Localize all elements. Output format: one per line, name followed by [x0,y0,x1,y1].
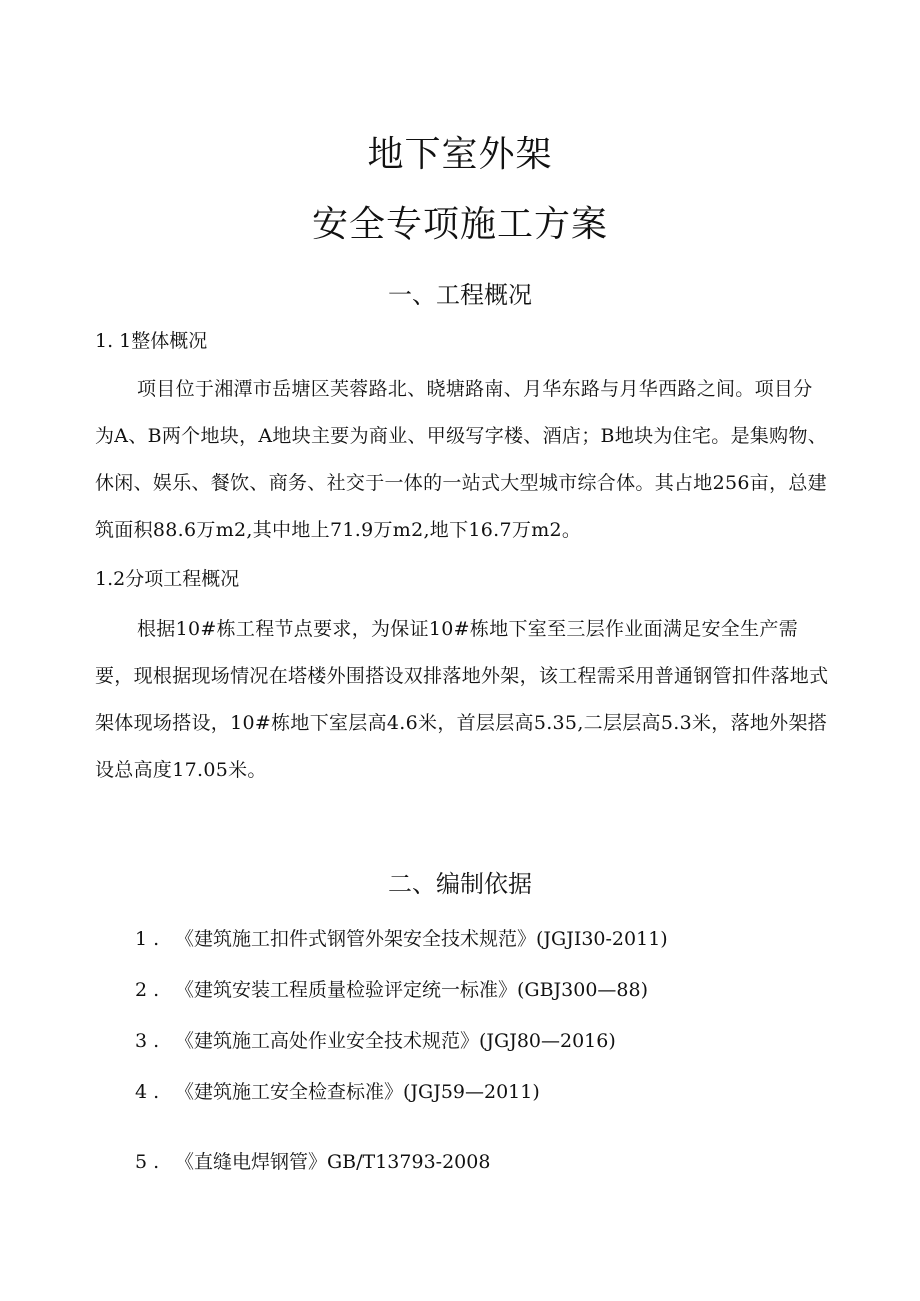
reference-item [135,976,648,1004]
reference-text: 《直缝电焊钢管》GB/T13793-2008 [175,1151,491,1173]
reference-item [135,1148,490,1176]
reference-text: 《建筑施工扣件式钢管外架安全技术规范》(JGJI30-2011) [175,928,668,950]
reference-number: 2 . [135,979,160,1001]
reference-text: 《建筑施工高处作业安全技术规范》(JGJ80—2016) [175,1030,616,1052]
reference-number: 3 . [135,1030,160,1052]
subsection-1-1-heading: 1. 1整体概况 [95,330,208,352]
reference-number: 5 . [135,1151,160,1173]
reference-text: 《建筑安装工程质量检验评定统一标准》(GBJ300—88) [175,979,649,1001]
section1-heading: 一、工程概况 [388,281,532,309]
subsection-1-2-body: 根据10#栋工程节点要求，为保证10#栋地下室至三层作业面满足安全生产需要，现根据现场情况在塔楼外围搭设双排落地外架，该工程需采用普通钢管扣件落地式架体现场搭设，10#栋地下室层高4.6米，首层层高5.35,二层层高5.3米，落地外架搭设总高度17.05米。 [95,618,829,781]
subsection-1-1-body: 项目位于湘潭市岳塘区芙蓉路北、晓塘路南、月华东路与月华西路之间。项目分为A、B两个地块，A地块主要为商业、甲级写字楼、酒店；B地块为住宅。是集购物、休闲、娱乐、餐饮、商务、社交于一体的一站式大型城市综合体。其占地256亩，总建筑面积88.6万m2,其中地上71.9万m2,地下16.7万m2。 [95,378,828,541]
reference-item [135,1078,540,1106]
subsection-1-2-heading: 1.2分项工程概况 [95,568,240,590]
reference-number: 1 . [135,928,160,950]
reference-item [135,1027,616,1055]
document-title-line1: 地下室外架 [367,134,553,175]
reference-item [135,925,668,953]
section2-heading: 二、编制依据 [388,870,532,898]
reference-number: 4 . [135,1081,160,1103]
reference-text: 《建筑施工安全检查标准》(JGJ59—2011) [175,1081,540,1103]
document-title-line2: 安全专项施工方案 [311,204,608,245]
